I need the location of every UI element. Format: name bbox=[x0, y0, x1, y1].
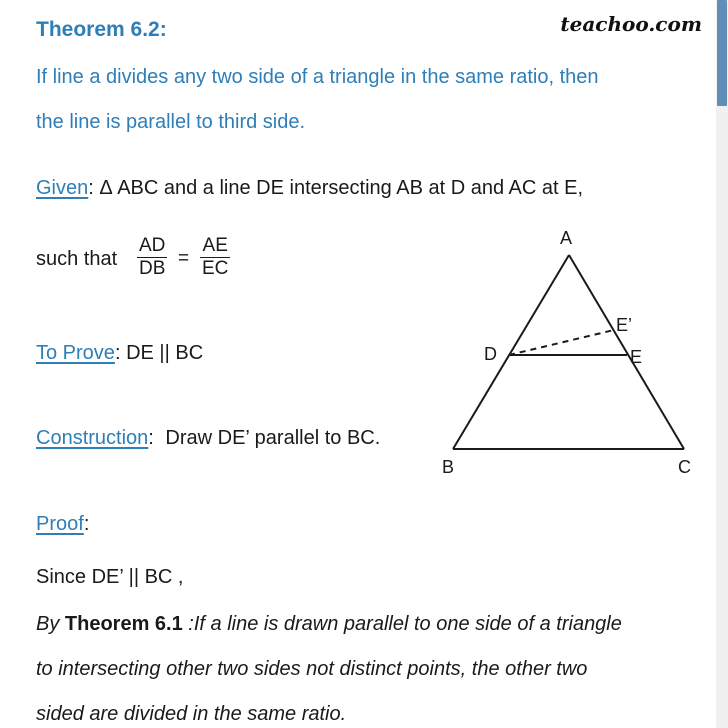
point-d-label: D bbox=[484, 344, 497, 364]
side-ac bbox=[569, 255, 684, 449]
point-e-prime-label: E’ bbox=[616, 315, 633, 335]
proof-line-1: Since DE’ || BC , bbox=[36, 566, 184, 588]
proof-line-3: to intersecting other two sides not distinct points, the other two bbox=[36, 658, 588, 680]
to-prove-row: To Prove: DE || BC bbox=[36, 342, 204, 364]
ratio-ad: AD bbox=[139, 235, 166, 256]
statement-line-1: If line a divides any two side of a triangle in the same ratio, then bbox=[36, 66, 599, 88]
construction-text: Draw DE’ parallel to BC. bbox=[165, 427, 381, 449]
segment-de-prime bbox=[509, 330, 614, 355]
proof-heading: Proof: bbox=[36, 513, 90, 535]
given-row: Given: Δ ABC and a line DE intersecting AB at D and AC at E, bbox=[36, 177, 583, 199]
vertex-a-label: A bbox=[560, 228, 573, 248]
construction-label: Construction bbox=[36, 427, 149, 449]
vertex-b-label: B bbox=[442, 457, 455, 477]
proof-by: By bbox=[36, 613, 65, 635]
vertical-scrollbar[interactable] bbox=[716, 0, 728, 728]
construction-row: Construction: Draw DE’ parallel to BC. bbox=[36, 427, 381, 449]
theorem-reference: Theorem 6.1 bbox=[64, 613, 183, 635]
to-prove-text: DE || BC bbox=[126, 342, 204, 364]
such-that-text: such that bbox=[36, 248, 118, 270]
scrollbar-thumb[interactable] bbox=[717, 0, 727, 106]
to-prove-label: To Prove bbox=[36, 342, 115, 364]
vertex-c-label: C bbox=[678, 457, 691, 477]
theorem-title: Theorem 6.2: bbox=[36, 18, 167, 41]
ratio-db: DB bbox=[139, 258, 166, 279]
proof-line-4: sided are divided in the same ratio. bbox=[36, 703, 347, 725]
point-e-label: E bbox=[630, 347, 643, 367]
proof-label: Proof bbox=[36, 513, 84, 535]
teachoo-logo: teachoo.com bbox=[560, 12, 702, 36]
ratio-ec: EC bbox=[202, 258, 229, 279]
equals-sign: = bbox=[178, 248, 190, 269]
proof-line-2-rest: :If a line is drawn parallel to one side of a triangle bbox=[182, 613, 622, 635]
given-text: Δ ABC and a line DE intersecting AB at D and AC at E, bbox=[99, 177, 583, 199]
statement-line-2: the line is parallel to third side. bbox=[36, 111, 306, 133]
ratio-ae: AE bbox=[200, 235, 230, 258]
side-ab bbox=[453, 255, 569, 449]
given-label: Given bbox=[36, 177, 89, 199]
